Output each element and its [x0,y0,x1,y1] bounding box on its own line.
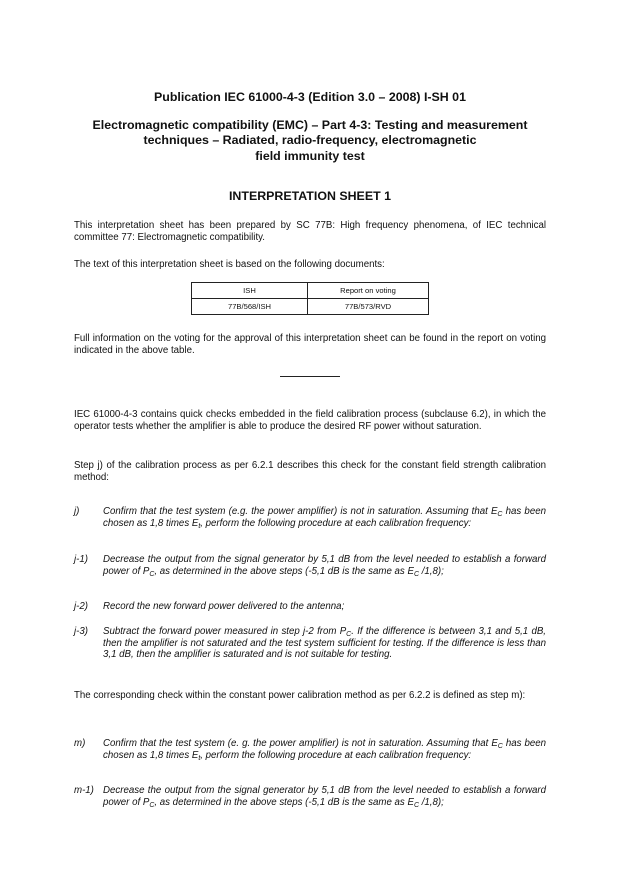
title-line-1: Electromagnetic compatibility (EMC) – Part 4-3: Testing and measurement [92,118,528,132]
voting-info-paragraph: Full information on the voting for the approval of this interpretation sheet can be found in the report on voting indicated in the above table. [74,333,546,356]
title-line-2: techniques – Radiated, radio-frequency, electromagnetic [143,133,477,148]
step-text: Subtract the forward power measured in step j-2 from $P_C$. If the difference is between 3,1 and 5,1 dB, then the amplifier is not saturated and the test system sufficient for testing. If the difference is less than 3,1 dB, then the amplifier is saturated and is not suitable for testing. [103,626,546,661]
sheet-title: INTERPRETATION SHEET 1 [228,189,391,203]
body-paragraph-2: Step j) of the calibration process as per 6.2.1 describes this check for the constant field strength calibration method: [74,460,546,483]
step-text: Confirm that the test system (e.g. the power amplifier) is not in saturation. Assuming that $E_C$ has been chosen as 1,8 times $E_t$, perform the following procedure at each calibration frequency: [103,506,546,530]
body-paragraph-3: The corresponding check within the constant power calibration method as per 6.2.2 is defined as step m): [74,690,526,701]
step-j-1 [74,554,546,577]
step-label: j-2) [74,601,88,612]
step-j-3 [74,626,546,661]
separator-line [280,376,340,377]
table-header-row [192,283,429,299]
title-line-3: field immunity test [255,148,365,163]
step-m [74,738,546,761]
table-cell-ish: 77B/568/ISH [192,299,308,315]
document-title [60,118,560,164]
step-j [74,506,546,529]
intro-paragraph: This interpretation sheet has been prepared by SC 77B: High frequency phenomena, of IEC technical committee 77: Electromagnetic compatibility. [74,220,546,243]
table-row [192,299,429,315]
step-text: Decrease the output from the signal generator by 5,1 dB from the level needed to establish a forward power of $P_C$, as determined in the above steps (-5,1 dB is the same as $E_C$ /1,8); [103,785,546,809]
documents-intro: The text of this interpretation sheet is based on the following documents: [74,259,385,270]
documents-table [191,282,429,315]
step-label: j-3) [74,626,88,637]
step-text: Confirm that the test system (e. g. the power amplifier) is not in saturation. Assuming that $E_C$ has been chosen as 1,8 times $E_t$, perform the following procedure at each calibration frequency: [103,738,546,762]
step-j-2 [74,601,546,613]
step-label: j-1) [74,554,88,565]
step-m-1 [74,785,546,808]
step-text: Record the new forward power delivered to the antenna; [103,601,345,612]
step-label: m) [74,738,86,749]
table-cell-rvd: 77B/573/RVD [308,299,429,315]
step-label: m-1) [74,785,94,796]
step-text: Decrease the output from the signal generator by 5,1 dB from the level needed to establish a forward power of $P_C$, as determined in the above steps (-5,1 dB is the same as $E_C$ /1,8); [103,554,546,578]
body-paragraph-1: IEC 61000-4-3 contains quick checks embedded in the field calibration process (subclause 6.2), in which the operator tests whether the amplifier is able to produce the desired RF power without saturation. [74,409,546,432]
table-header-report: Report on voting [308,283,429,299]
publication-line: Publication IEC 61000-4-3 (Edition 3.0 – 2008) I-SH 01 [154,90,466,104]
table-header-ish: ISH [192,283,308,299]
step-label: j) [74,506,80,517]
